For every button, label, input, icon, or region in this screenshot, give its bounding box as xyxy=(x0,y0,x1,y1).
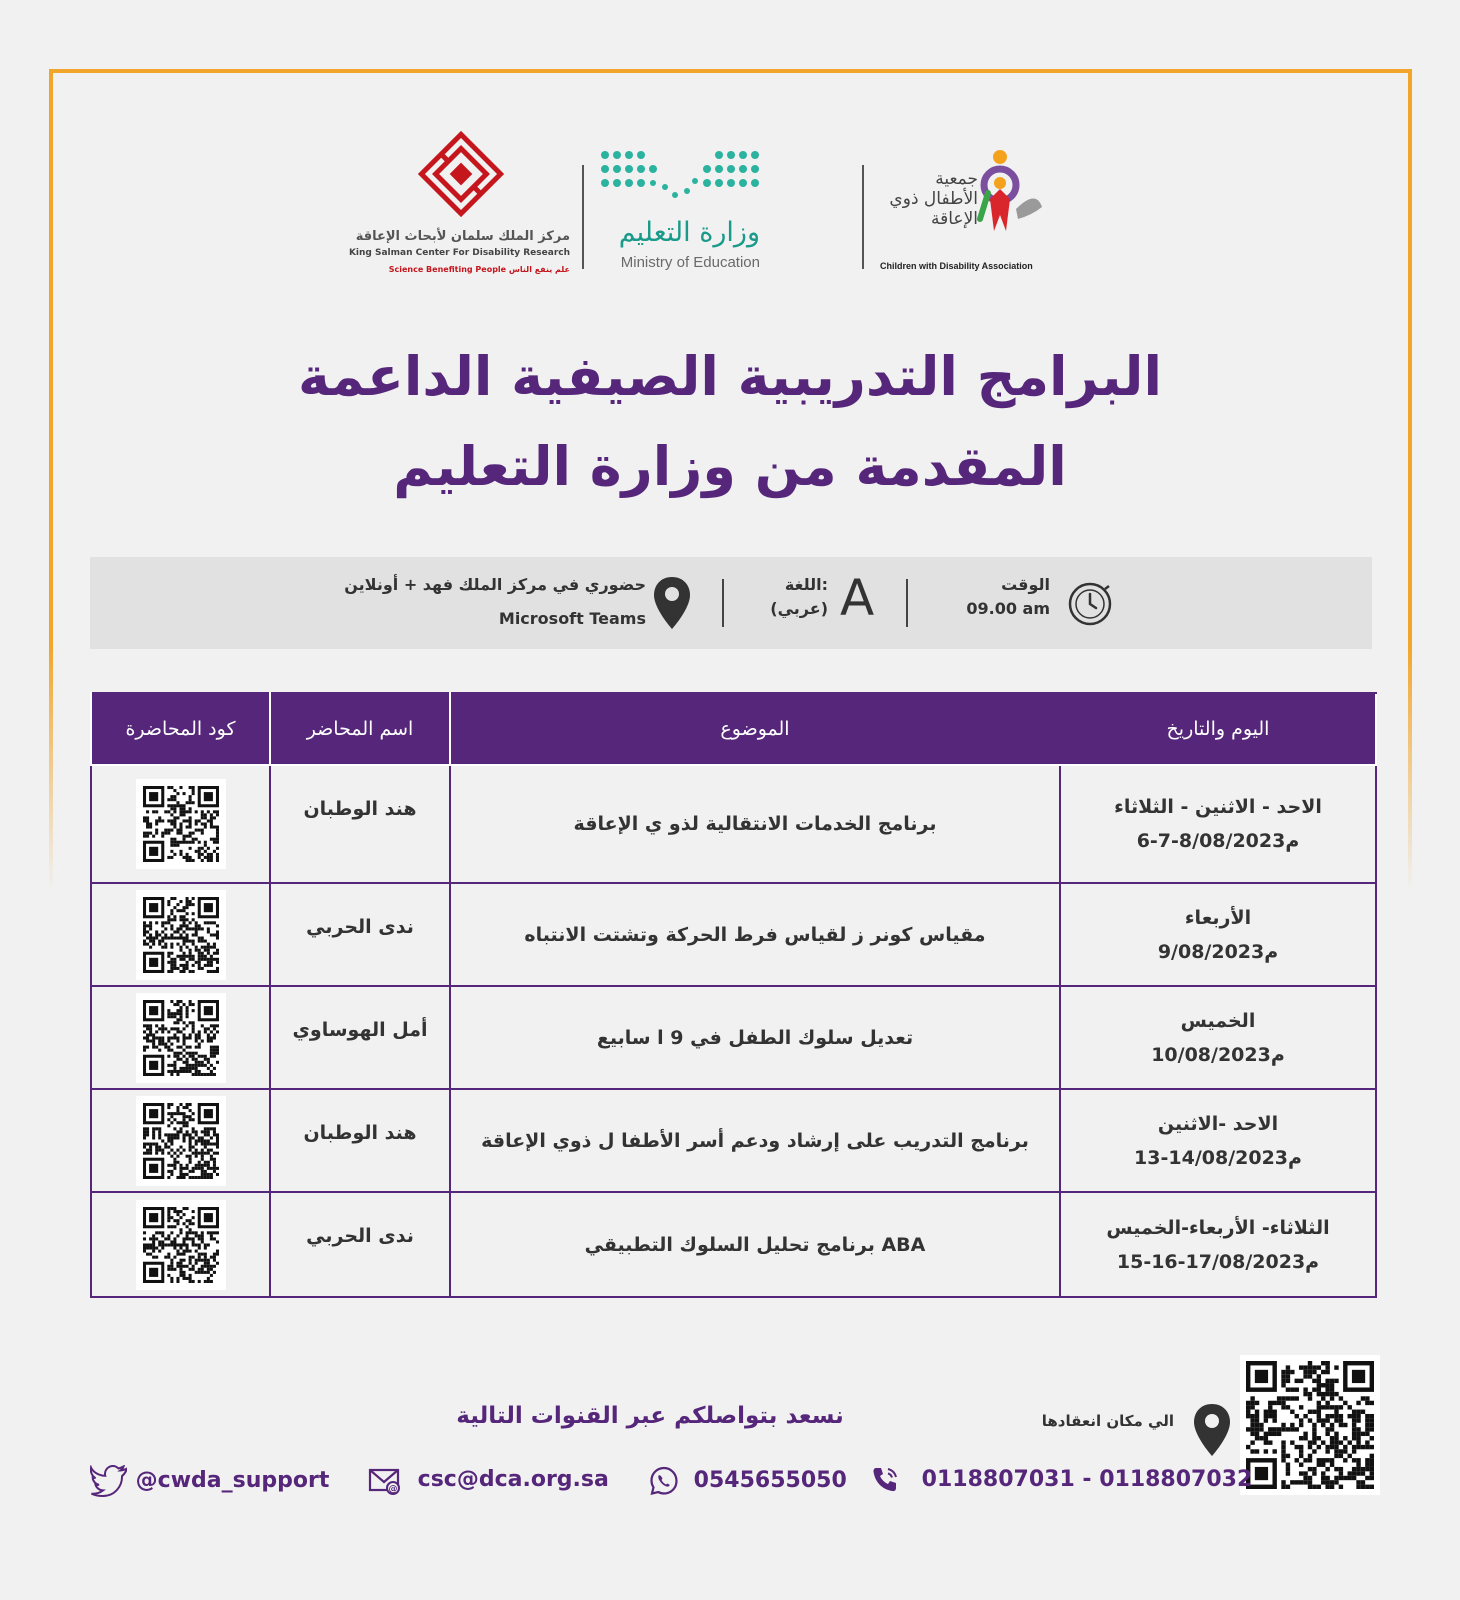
email-contact[interactable] xyxy=(368,1465,609,1495)
cell-topic: برنامج الخدمات الانتقالية لذو ي الإعاقة xyxy=(450,765,1060,883)
info-divider xyxy=(906,579,908,627)
ksc-arabic-name: مركز الملك سلمان لأبحاث الإعاقة xyxy=(355,229,570,244)
twitter-contact[interactable] xyxy=(90,1465,329,1497)
ksc-slogan: Science Benefiting People علم ينفع الناس xyxy=(388,265,570,274)
lecture-qr-code[interactable] xyxy=(136,1096,226,1186)
time-label: الوقت xyxy=(1001,575,1050,594)
day-text: الاحد - الاثنين - الثلاثاء xyxy=(1114,796,1322,818)
logo-divider xyxy=(862,165,864,269)
footer-location-label: الي مكان انعقادها xyxy=(1041,1412,1174,1430)
cell-lecture-code xyxy=(91,883,270,986)
whatsapp-number: 0545655050 xyxy=(693,1468,847,1493)
day-text: الثلاثاء- الأربعاء-الخميس xyxy=(1106,1216,1330,1239)
table-row xyxy=(91,1089,1376,1192)
cell-topic: تعديل سلوك الطفل في 9 ا سابيع xyxy=(450,986,1060,1089)
cell-lecture-code xyxy=(91,1089,270,1192)
cell-lecturer xyxy=(270,1192,450,1297)
ksc-english-name: King Salman Center For Disability Research xyxy=(348,248,570,258)
lecturer-name: ندى الحربي xyxy=(306,916,414,938)
cda-english-name: Children with Disability Association xyxy=(880,261,1033,271)
info-bar xyxy=(90,557,1372,649)
cell-day-date xyxy=(1060,1089,1376,1192)
day-text: الخميس xyxy=(1180,1009,1256,1032)
time-value: 09.00 am xyxy=(966,599,1050,618)
location-pin-icon xyxy=(652,575,692,631)
lecturer-name: ندى الحربي xyxy=(306,1225,414,1247)
lecture-qr-code[interactable] xyxy=(136,779,226,869)
whatsapp-contact[interactable] xyxy=(648,1465,847,1497)
title-line-2: المقدمة من وزارة التعليم xyxy=(393,435,1067,498)
header-day-date: اليوم والتاريخ xyxy=(1060,693,1376,765)
language-glyph-icon: A xyxy=(840,569,875,627)
lecturer-name: أمل الهوساوي xyxy=(292,1019,428,1041)
king-salman-center-logo xyxy=(348,131,570,281)
logo-divider xyxy=(582,165,584,269)
language-value: (عربي) xyxy=(770,599,828,618)
moe-english-name: Ministry of Education xyxy=(620,254,760,271)
date-text: 6-7-8/08/2023م xyxy=(1136,830,1300,852)
header-code: كود المحاضرة xyxy=(91,693,270,765)
date-text: 9/08/2023م xyxy=(1157,940,1279,963)
table-header-row xyxy=(91,693,1376,765)
cell-lecturer xyxy=(270,986,450,1089)
cell-topic: برنامج التدريب على إرشاد ودعم أسر الأطفا ل ذوي الإعاقة xyxy=(450,1089,1060,1192)
lecture-qr-code[interactable] xyxy=(136,890,226,980)
cell-day-date xyxy=(1060,765,1376,883)
date-text: 13-14/08/2023م xyxy=(1134,1146,1302,1169)
phone-contact[interactable] xyxy=(870,1465,1252,1495)
cell-lecture-code xyxy=(91,1192,270,1297)
cell-lecturer xyxy=(270,1089,450,1192)
footer-qr-code[interactable] xyxy=(1240,1355,1380,1495)
lecturer-name: هند الوطبان xyxy=(303,798,417,820)
cell-lecture-code xyxy=(91,765,270,883)
whatsapp-icon xyxy=(648,1465,680,1497)
cell-lecturer xyxy=(270,765,450,883)
footer-location-pin-icon xyxy=(1192,1402,1232,1458)
table-row xyxy=(91,883,1376,986)
language-label: اللغة: xyxy=(784,575,828,594)
logo-bar xyxy=(0,125,1460,285)
moe-arabic-name: وزارة التعليم xyxy=(618,217,760,248)
title-line-1: البرامج التدريبية الصيفية الداعمة xyxy=(298,345,1162,408)
day-text: الأربعاء xyxy=(1184,906,1252,929)
moe-dots-icon xyxy=(595,145,765,205)
location-line-1: حضوري في مركز الملك فهد + أونلاين xyxy=(344,575,646,594)
cell-lecture-code xyxy=(91,986,270,1089)
info-divider xyxy=(722,579,724,627)
footer-title: نسعد بتواصلكم عبر القنوات التالية xyxy=(456,1403,844,1429)
phone-numbers: 0118807031 - 0118807032 xyxy=(921,1467,1253,1492)
cell-topic: ABA برنامج تحليل السلوك التطبيقي xyxy=(450,1192,1060,1297)
ministry-of-education-logo xyxy=(595,145,770,285)
lecture-qr-code[interactable] xyxy=(136,1200,226,1290)
day-text: الاحد -الاثنين xyxy=(1157,1112,1279,1135)
email-address: csc@dca.org.sa xyxy=(417,1467,609,1492)
lecture-qr-code[interactable] xyxy=(136,993,226,1083)
header-topic: الموضوع xyxy=(450,693,1060,765)
table-row xyxy=(91,765,1376,883)
table-row xyxy=(91,986,1376,1089)
cell-topic: مقياس كونر ز لقياس فرط الحركة وتشتت الانتباه xyxy=(450,883,1060,986)
children-disability-association-logo xyxy=(876,145,1056,285)
phone-icon xyxy=(870,1465,900,1495)
cell-day-date xyxy=(1060,883,1376,986)
email-icon xyxy=(368,1465,402,1495)
lecturer-name: هند الوطبان xyxy=(303,1122,417,1144)
twitter-handle: @cwda_support xyxy=(135,1468,330,1493)
date-text: 10/08/2023م xyxy=(1151,1043,1285,1066)
cda-figure-icon xyxy=(976,149,1046,239)
table-row xyxy=(91,1192,1376,1297)
header-lecturer: اسم المحاضر xyxy=(270,693,450,765)
cell-day-date xyxy=(1060,986,1376,1089)
ksc-emblem-icon xyxy=(418,131,504,217)
clock-icon xyxy=(1065,579,1115,629)
location-line-2: Microsoft Teams xyxy=(498,609,646,628)
svg-text:@: @ xyxy=(388,1484,398,1495)
cda-arabic-name: جمعية الأطفال ذوي الإعاقة xyxy=(889,169,978,229)
page-title xyxy=(0,332,1460,512)
schedule-table xyxy=(90,692,1377,1298)
cell-lecturer xyxy=(270,883,450,986)
twitter-icon xyxy=(90,1465,128,1497)
date-text: 15-16-17/08/2023م xyxy=(1116,1250,1320,1273)
cell-day-date xyxy=(1060,1192,1376,1297)
